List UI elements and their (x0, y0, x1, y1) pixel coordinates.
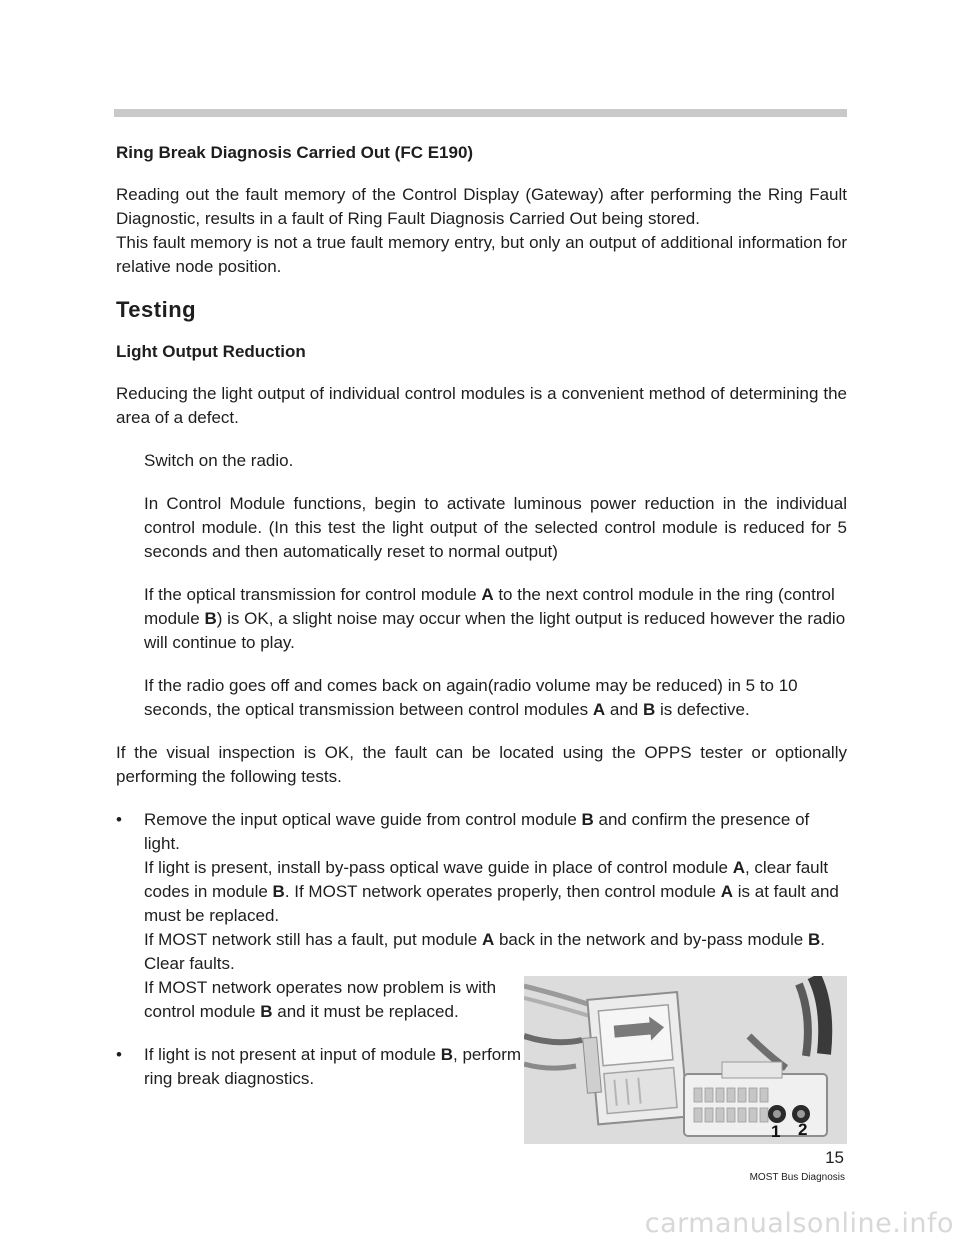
connector-photo (524, 976, 847, 1144)
bullet-no-light (116, 1043, 548, 1091)
step-transmission-ok: If the optical transmission for control module A to the next control module in the ring (control module B) is OK, a slight noise may occur when the light output is reduced however the radio will continue to play. (144, 585, 846, 652)
footer-title: MOST Bus Diagnosis (749, 1172, 845, 1183)
bullet-marker: • (116, 1045, 122, 1064)
step-transmission-defective: If the radio goes off and comes back on again(radio volume may be reduced) in 5 to 10 seconds, the optical transmission between control modules A and B is defective. (144, 676, 798, 719)
section-title-testing: Testing (116, 297, 197, 322)
bullet-line-module-b: If MOST network operates now problem is with control module B and it must be replaced. (144, 978, 497, 1021)
connector-photo-illustration (524, 976, 847, 1144)
photo-label-2: 2 (798, 1120, 808, 1139)
paragraph-fault-memory: Reading out the fault memory of the Control Display (Gateway) after performing the Ring Fault Diagnostic, results in a fault of Ring Fault Diagnosis Carried Out being stored. (116, 185, 847, 228)
step-activate-reduction: In Control Module functions, begin to activate luminous power reduction in the individual control module. (In this test the light output of the selected control module is reduced for 5 seconds and then automatically reset to normal output) (144, 494, 847, 561)
header-rule (114, 109, 847, 117)
step-switch-radio: Switch on the radio. (144, 451, 294, 470)
heading-ring-break: Ring Break Diagnosis Carried Out (FC E190) (116, 143, 474, 162)
page-content (116, 141, 847, 1091)
page-number: 15 (825, 1148, 844, 1167)
bullet-line-bypass-a: If light is present, install by-pass optical wave guide in place of control module A, clear fault codes in module B. If MOST network operates properly, then control module A is at fault and must be replaced. (144, 858, 839, 925)
bullet-line-no-light: If light is not present at input of module B, perform ring break diagnostics. (144, 1045, 522, 1088)
paragraph-fault-entry: This fault memory is not a true fault memory entry, but only an output of additional information for relative node position. (116, 233, 847, 276)
watermark: carmanualsonline.info (644, 1208, 954, 1239)
bullet-line-remove: Remove the input optical wave guide from control module B and confirm the presence of light. (144, 810, 810, 853)
bullet-marker: • (116, 810, 122, 829)
bullet-line-bypass-b: If MOST network still has a fault, put module A back in the network and by-pass module B. Clear faults. (144, 930, 825, 973)
paragraph-light-reduction: Reducing the light output of individual control modules is a convenient method of determining the area of a defect. (116, 384, 847, 427)
photo-label-1: 1 (771, 1122, 781, 1141)
subheading-light-output: Light Output Reduction (116, 342, 306, 361)
paragraph-visual-inspection: If the visual inspection is OK, the fault can be located using the OPPS tester or optionally performing the following tests. (116, 743, 847, 786)
